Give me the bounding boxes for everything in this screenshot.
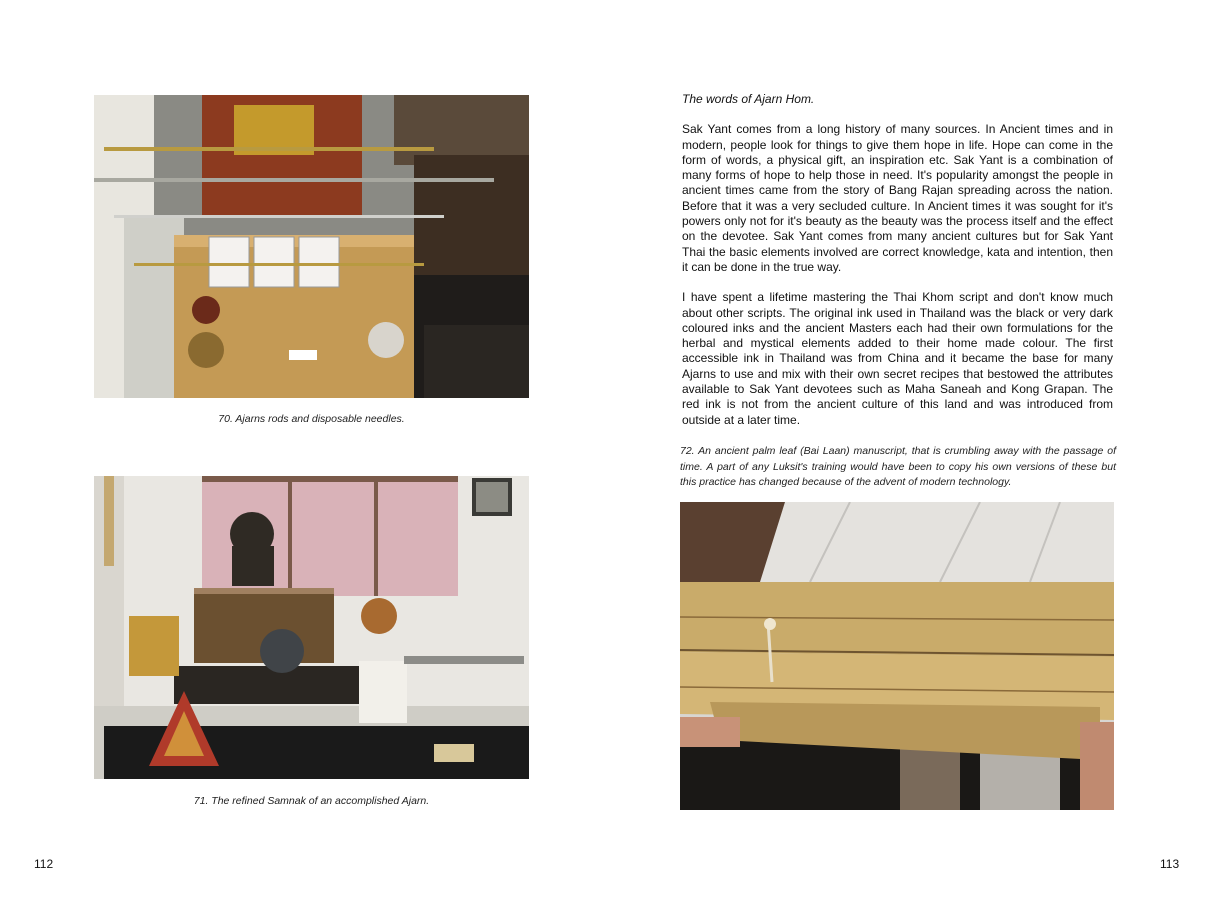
samnak-room-image <box>94 476 529 779</box>
photo-palm-leaf-manuscript <box>680 502 1114 810</box>
page-number-right: 113 <box>1160 857 1180 871</box>
rods-needles-image <box>94 95 529 398</box>
figure-70-caption: 70. Ajarns rods and disposable needles. <box>218 413 405 425</box>
photo-samnak-room <box>94 476 529 779</box>
body-paragraph-2: I have spent a lifetime mastering the Thai Khom script and don't know much about other scripts. The original ink used in Thailand was the black or very dark coloured inks and the ancient Masters each had their own formulations for the herbal and mystical elements added to their home made colour. The first accessible ink in Thailand was from China and it became the base for many Ajarns to use and mix with their own secret recipes that bestowed the attributes available to Sak Yant devotees such as Maha Saneah and Kong Grapan. The red ink is not from the ancient culture of this land and was introduced from outside at a later time. <box>682 290 1113 427</box>
palm-leaf-manuscript-image <box>680 502 1114 810</box>
photo-ajarn-rods-needles <box>94 95 529 398</box>
page-number-left: 112 <box>34 857 54 871</box>
body-paragraph-1: Sak Yant comes from a long history of many sources. In Ancient times and in modern, people look for things to give them hope in life. Hope can come in the form of words, a physical gift, an inspiration etc. Sak Yant is a combination of many forms of hope to help those in need. It's popularity amongst the people in ancient times came from the story of Bang Rajan spreading across the nation. Before that it was a very secluded culture. In Ancient times it was sought for it's powers only not for it's beauty as the beauty was the process itself and the effect on the devotee. Sak Yant comes from many ancient cultures but for Sak Yant Thai the basic elements involved are correct knowledge, kata and intention, then it can be done in the true way. <box>682 122 1113 274</box>
ajarn-hom-quote-block <box>682 92 1113 443</box>
quote-title: The words of Ajarn Hom. <box>682 92 815 106</box>
figure-72-caption: 72. An ancient palm leaf (Bai Laan) manuscript, that is crumbling away with the passage of time. A part of any Luksit's training would have been to copy his own versions of these but this practice has changed because of the advent of modern technology. <box>680 445 1116 488</box>
figure-71-caption: 71. The refined Samnak of an accomplished Ajarn. <box>193 795 430 807</box>
